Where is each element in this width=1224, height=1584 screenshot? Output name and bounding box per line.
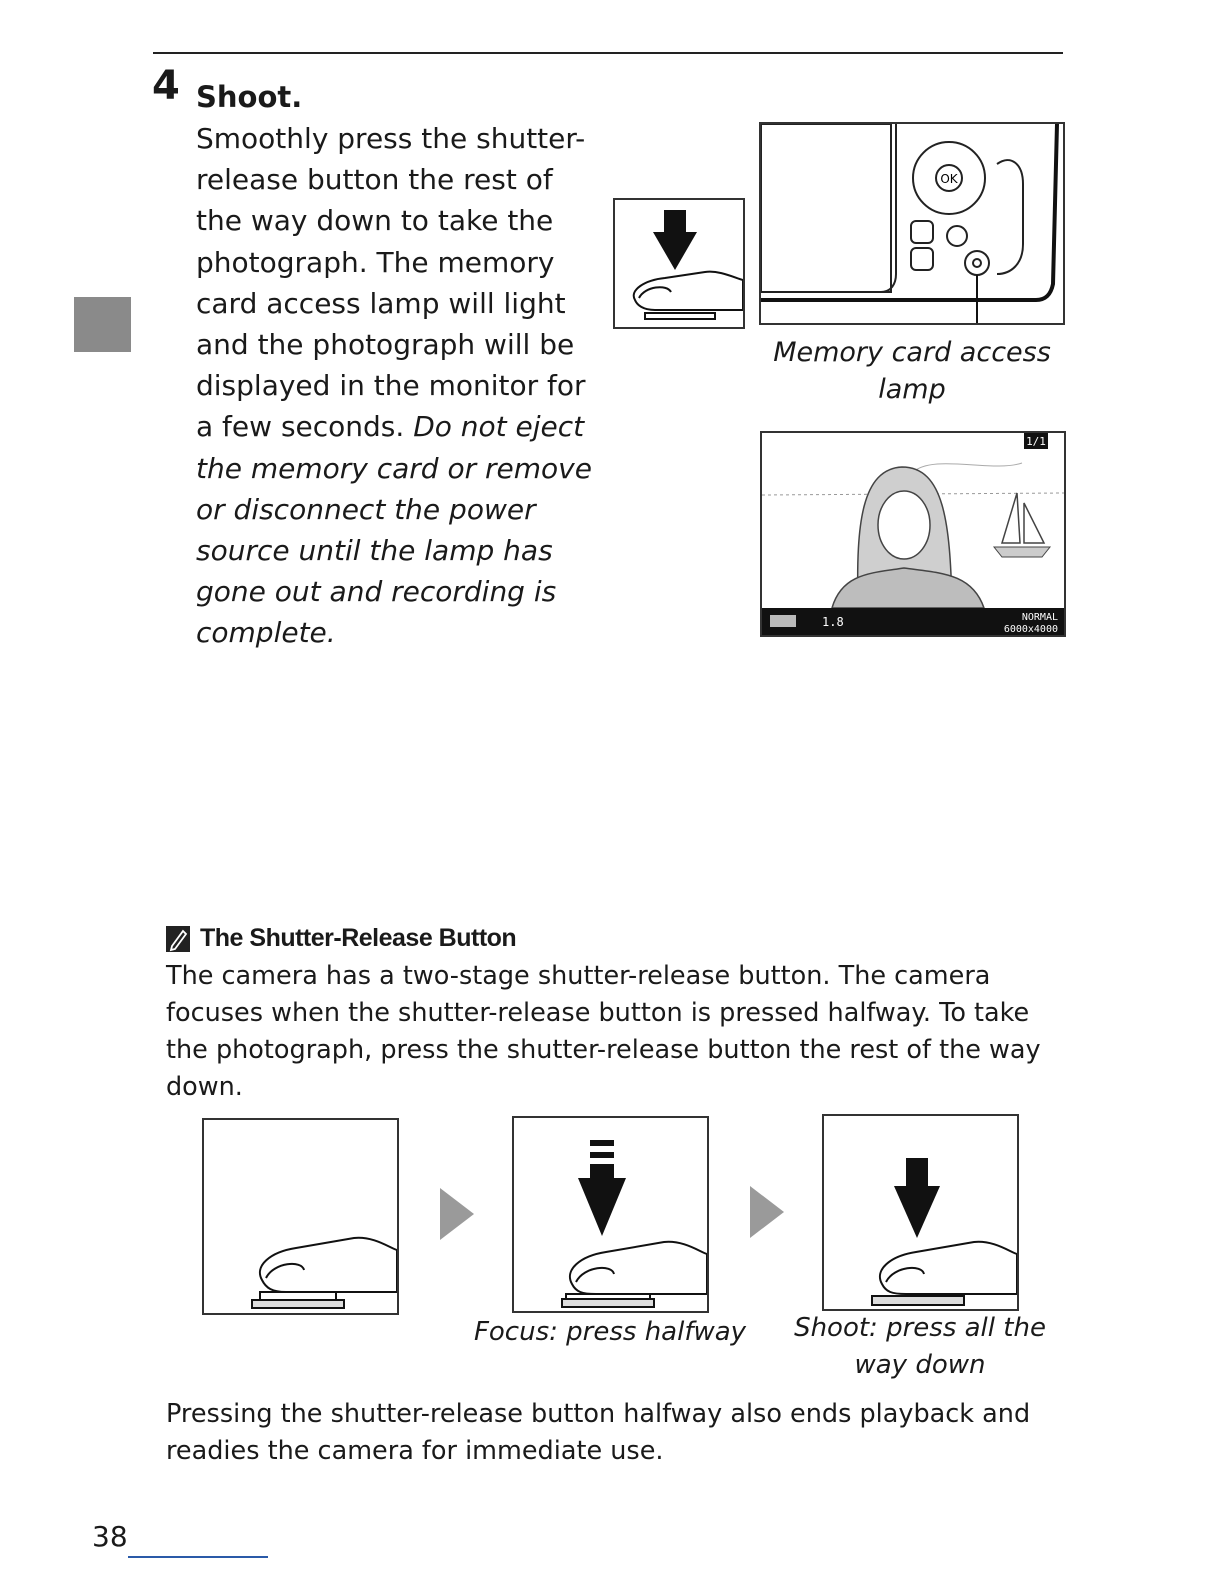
page-number: 38 — [92, 1520, 128, 1553]
playback-monitor-figure — [760, 431, 1066, 637]
page-number-rule — [128, 1556, 268, 1558]
stage-arrow-1 — [440, 1188, 474, 1240]
focus-caption: Focus: press halfway — [473, 1317, 747, 1347]
finger-halfway-illustration — [514, 1118, 707, 1311]
lamp-caption — [770, 334, 1054, 408]
step-number: 4 — [152, 63, 180, 109]
playback-counter: 1/1 — [1026, 435, 1046, 448]
shoot-caption-line1: Shoot: press all the — [794, 1313, 1046, 1343]
note-title: The Shutter-Release Button — [200, 924, 517, 952]
finger-press-illustration — [615, 200, 743, 327]
step-body-warning: Do not eject the memory card or remove or disconnect the power source until the lamp has gone out and recording is complete. — [196, 410, 592, 650]
step-title: Shoot. — [196, 80, 303, 114]
shoot-caption-line2: way down — [854, 1350, 986, 1380]
stage-focus-figure — [512, 1116, 709, 1313]
section-tab-marker — [74, 297, 131, 352]
playback-illustration — [762, 433, 1064, 635]
playback-quality: NORMAL — [1021, 612, 1058, 623]
note-footer: Pressing the shutter-release button halfway also ends playback and readies the camera for immediate use. — [166, 1399, 1031, 1466]
step-body — [196, 118, 596, 654]
pencil-icon — [166, 926, 190, 952]
stage-arrow-2 — [750, 1186, 784, 1238]
stage-rest-figure — [202, 1118, 399, 1315]
stage-shoot-figure — [822, 1114, 1019, 1311]
ok-button-label: OK — [940, 172, 958, 186]
playback-size: 6000x4000 — [1003, 624, 1058, 635]
note-heading — [166, 924, 516, 953]
lamp-caption-line2: lamp — [878, 374, 946, 405]
finger-press-figure — [613, 198, 745, 329]
lamp-caption-line1: Memory card access — [773, 337, 1051, 368]
finger-full-press-illustration — [824, 1116, 1017, 1309]
step-body-plain: Smoothly press the shutter-release button the rest of the way down to take the photograph. The memory card access lamp will light and the photograph will be displayed in the monitor for a few seconds. — [196, 122, 586, 444]
note-body: The camera has a two-stage shutter-release button. The camera focuses when the shutter-release button is pressed halfway. To take the photograph, press the shutter-release button the rest of the way down. — [166, 961, 1041, 1102]
finger-rest-illustration — [204, 1120, 397, 1313]
camera-back-illustration — [761, 124, 1063, 323]
playback-value: 1.8 — [822, 615, 844, 629]
shoot-caption — [790, 1310, 1050, 1384]
camera-back-figure — [759, 122, 1065, 325]
top-rule — [153, 52, 1063, 54]
